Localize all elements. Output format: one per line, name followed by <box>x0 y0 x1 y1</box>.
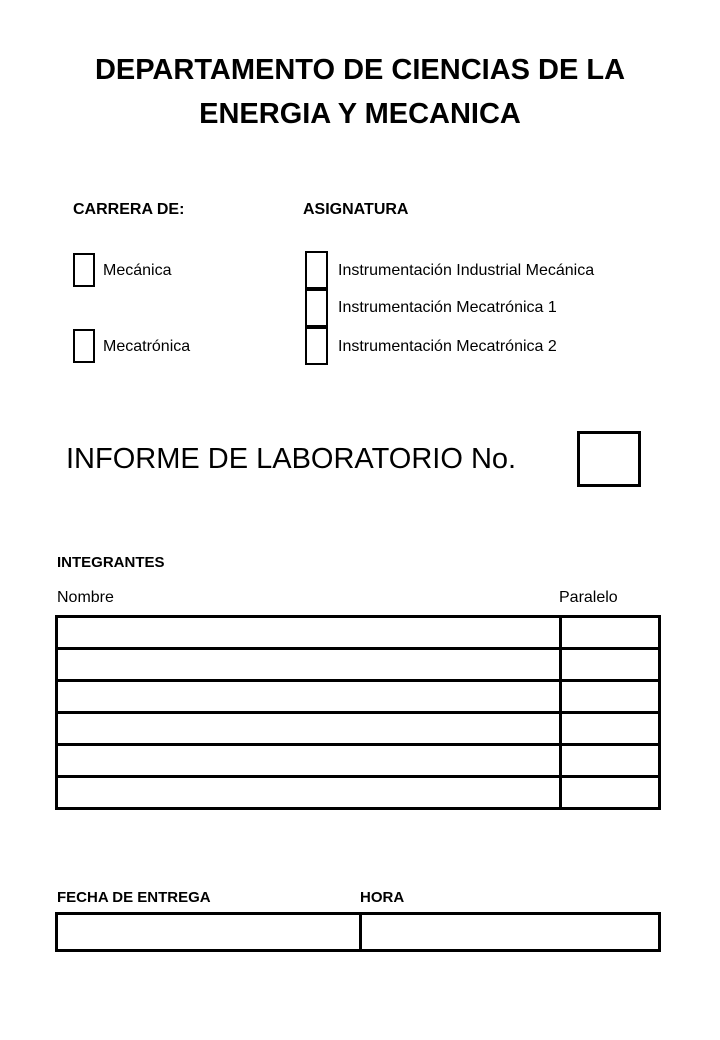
paralelo-field[interactable] <box>561 649 660 681</box>
nombre-field[interactable] <box>57 681 561 713</box>
option-instr-mecatronica-2: Instrumentación Mecatrónica 2 <box>338 338 557 355</box>
col-nombre-header: Nombre <box>57 589 114 606</box>
nombre-field[interactable] <box>57 649 561 681</box>
table-row <box>57 745 660 777</box>
paralelo-field[interactable] <box>561 745 660 777</box>
fecha-entrega-field[interactable] <box>57 914 361 951</box>
nombre-field[interactable] <box>57 713 561 745</box>
paralelo-field[interactable] <box>561 681 660 713</box>
paralelo-field[interactable] <box>561 617 660 649</box>
integrantes-label: INTEGRANTES <box>57 554 165 571</box>
checkbox-instr-mecatronica-1[interactable] <box>305 289 328 327</box>
entrega-row <box>57 914 660 951</box>
checkbox-instr-mecatronica-2[interactable] <box>305 327 328 365</box>
title-line-1: DEPARTAMENTO DE CIENCIAS DE LA <box>94 54 626 86</box>
carrera-label: CARRERA DE: <box>73 201 185 218</box>
checkbox-mecanica[interactable] <box>73 253 95 287</box>
hora-field[interactable] <box>361 914 660 951</box>
table-row <box>57 649 660 681</box>
option-instr-mecatronica-1: Instrumentación Mecatrónica 1 <box>338 299 557 316</box>
checkbox-mecatronica[interactable] <box>73 329 95 363</box>
title-line-2: ENERGIA Y MECANICA <box>199 98 521 130</box>
table-row <box>57 713 660 745</box>
table-row <box>57 681 660 713</box>
option-mecatronica: Mecatrónica <box>103 338 191 355</box>
hora-label: HORA <box>360 889 405 906</box>
nombre-field[interactable] <box>57 745 561 777</box>
nombre-field[interactable] <box>57 777 561 809</box>
paralelo-field[interactable] <box>561 713 660 745</box>
nombre-field[interactable] <box>57 617 561 649</box>
report-title: INFORME DE LABORATORIO No. <box>66 443 517 475</box>
asignatura-label: ASIGNATURA <box>303 201 409 218</box>
paralelo-field[interactable] <box>561 777 660 809</box>
integrantes-table <box>55 615 661 810</box>
entrega-table <box>55 912 661 952</box>
report-number-box[interactable] <box>577 431 641 487</box>
checkbox-instr-industrial-mecanica[interactable] <box>305 251 328 289</box>
col-paralelo-header: Paralelo <box>559 589 618 606</box>
fecha-entrega-label: FECHA DE ENTREGA <box>57 889 211 906</box>
option-instr-industrial-mecanica: Instrumentación Industrial Mecánica <box>338 262 595 279</box>
option-mecanica: Mecánica <box>103 262 172 279</box>
page-title <box>40 48 680 136</box>
table-row <box>57 777 660 809</box>
table-row <box>57 617 660 649</box>
